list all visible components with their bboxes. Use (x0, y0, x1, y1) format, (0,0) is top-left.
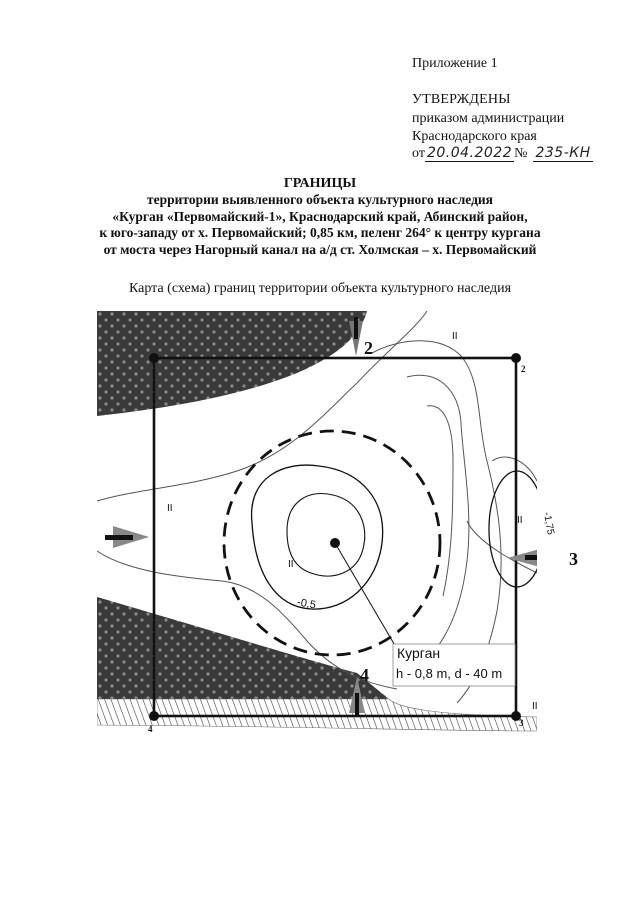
grass-mark: II (452, 331, 458, 342)
document-title (40, 176, 600, 258)
contour-label-minus-0-5: -0,5 (296, 596, 317, 612)
grass-mark: II (532, 701, 538, 712)
hatched-area-south (97, 597, 389, 699)
appendix-label: Приложение 1 (412, 56, 498, 71)
title-line-1: территории выявленного объекта культурного наследия (146, 192, 493, 208)
order-date: 20.04.2022 (426, 145, 513, 161)
arrow-label-4: 4 (360, 665, 369, 685)
title-line-2: «Курган «Первомайский-1», Краснодарский край, Абинский район, (112, 208, 528, 224)
corner-point-1 (149, 353, 159, 363)
hatched-area-north (97, 311, 367, 416)
mound-dimensions: h - 0,8 m, d - 40 m (396, 666, 503, 681)
arrow-west (105, 526, 149, 548)
point-label-4: 4 (148, 724, 153, 734)
map-caption: Карта (схема) границ территории объекта культурного наследия (128, 281, 512, 296)
grass-mark: II (288, 559, 294, 570)
number-sign: № (514, 146, 528, 161)
approved-heading: УТВЕРЖДЕНЫ (412, 92, 511, 107)
order-by-text: приказом администрации (412, 111, 565, 126)
arrow-label-2: 2 (364, 338, 373, 358)
contour-label-minus-1-75: -1,75 (541, 511, 556, 536)
order-date-line (412, 145, 593, 162)
date-prefix: от (412, 146, 425, 161)
mound-label: Курган (397, 645, 441, 661)
point-label-3: 3 (519, 718, 524, 728)
mound-inner-contour (287, 494, 365, 577)
corner-point-4 (149, 711, 159, 721)
point-label-2: 2 (521, 364, 526, 374)
arrow-label-3: 3 (569, 549, 578, 569)
order-number: 235-КН (535, 145, 591, 161)
title-heading: ГРАНИЦЫ (283, 176, 357, 191)
grass-mark: II (517, 515, 523, 526)
title-line-4: от моста через Нагорный канал на а/д ст. Холмская – х. Первомайский (103, 241, 537, 257)
grass-mark: II (167, 503, 173, 514)
corner-point-2 (511, 353, 521, 363)
mound-outer-contour (252, 465, 383, 612)
mound-leader-line (335, 543, 397, 649)
region-text: Краснодарского края (412, 129, 537, 144)
title-line-3: к юго-западу от х. Первомайский; 0,85 км, пеленг 264° к центру кургана (99, 225, 541, 241)
